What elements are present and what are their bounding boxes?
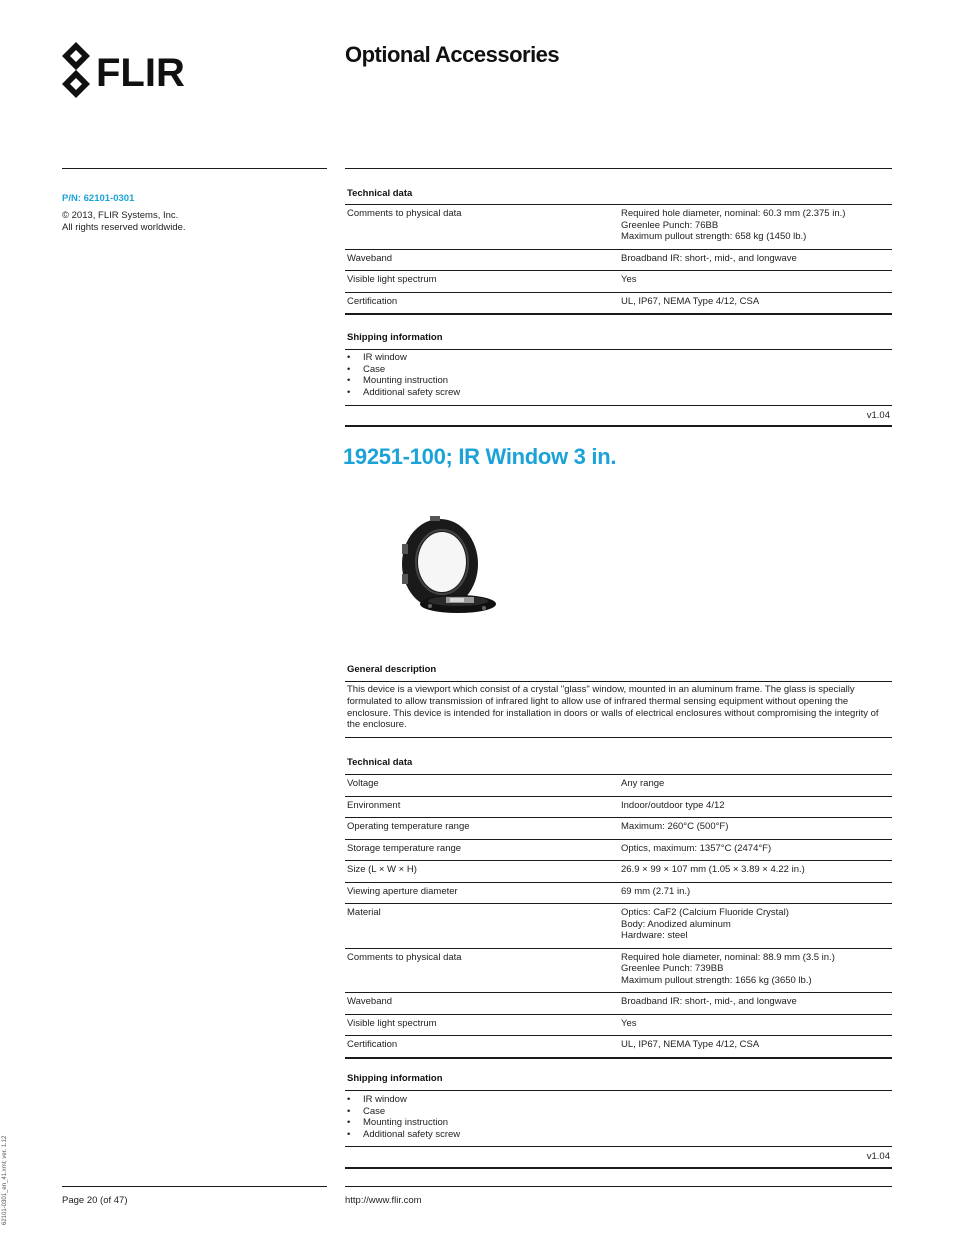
tech-key: Certification	[345, 292, 619, 314]
section1-tech-table	[345, 205, 892, 315]
product-shipping	[345, 1073, 892, 1141]
page-title: Optional Accessories	[345, 42, 560, 67]
tech-key: Comments to physical data	[345, 948, 619, 993]
desc-heading: General description	[347, 664, 437, 675]
tech-key: Operating temperature range	[345, 818, 619, 840]
product-ship-rule	[345, 1090, 892, 1091]
tech-value: Optics, maximum: 1357°C (2474°F)	[619, 839, 892, 861]
list-item: • Additional safety screw	[347, 387, 461, 399]
table-row	[345, 948, 892, 993]
list-item: • Case	[347, 1105, 386, 1117]
tech-key: Waveband	[345, 249, 619, 271]
table-row	[345, 1036, 892, 1058]
section1-tech-rule	[345, 204, 892, 205]
tech-value: Broadband IR: short-, mid-, and longwave	[619, 249, 892, 271]
tech-value: Required hole diameter, nominal: 88.9 mm (3.5 in.) Greenlee Punch: 739BB Maximum pullout strength: 1656 kg (3650 lb.)	[619, 948, 892, 993]
list-item: • Case	[347, 363, 386, 375]
section1-ship-rule	[345, 349, 892, 350]
footer-url-link[interactable]: http://www.flir.com	[345, 1195, 422, 1206]
product-technical-data	[345, 757, 892, 1059]
product-ship-heading: Shipping information	[347, 1073, 443, 1084]
product-tech-table	[345, 775, 892, 1059]
tech-value: Any range	[619, 775, 892, 796]
tech-key: Certification	[345, 1036, 619, 1058]
part-number: P/N: 62101-0301	[62, 193, 135, 204]
tech-value: Indoor/outdoor type 4/12	[619, 796, 892, 818]
tech-key: Size (L × W × H)	[345, 861, 619, 883]
page-number: Page 20 (of 47)	[62, 1195, 128, 1206]
table-row	[345, 861, 892, 883]
table-row	[345, 796, 892, 818]
product-tech-heading: Technical data	[347, 757, 413, 768]
tech-value: Yes	[619, 271, 892, 293]
product-title: 19251-100; IR Window 3 in.	[343, 444, 617, 469]
tech-key: Visible light spectrum	[345, 271, 619, 293]
tech-key: Visible light spectrum	[345, 1014, 619, 1036]
flir-logo	[62, 42, 222, 98]
product-tech-rule	[345, 774, 892, 775]
section1-version: v1.04	[866, 410, 890, 421]
list-item: • IR window	[347, 1094, 407, 1105]
list-item: • Mounting instruction	[347, 1117, 449, 1129]
table-row	[345, 775, 892, 796]
desc-bottom-rule	[345, 737, 892, 738]
tech-value: Broadband IR: short-, mid-, and longwave	[619, 993, 892, 1015]
product-version: v1.04	[866, 1151, 890, 1162]
section1-shipping	[345, 332, 892, 399]
product-ship-list	[345, 1091, 892, 1141]
tech-key: Voltage	[345, 775, 619, 796]
table-row	[345, 839, 892, 861]
tech-key: Viewing aperture diameter	[345, 882, 619, 904]
section1-tech-heading: Technical data	[347, 188, 413, 199]
tech-key: Material	[345, 904, 619, 949]
table-row	[345, 1014, 892, 1036]
tech-value: UL, IP67, NEMA Type 4/12, CSA	[619, 1036, 892, 1058]
desc-rule	[345, 681, 892, 682]
tech-value: UL, IP67, NEMA Type 4/12, CSA	[619, 292, 892, 314]
general-description	[345, 664, 892, 731]
tech-value: Optics: CaF2 (Calcium Fluoride Crystal) Body: Anodized aluminum Hardware: steel	[619, 904, 892, 949]
tech-key: Comments to physical data	[345, 205, 619, 249]
table-row	[345, 292, 892, 314]
product-end-rule	[345, 1167, 892, 1169]
tech-value: 26.9 × 99 × 107 mm (1.05 × 3.89 × 4.22 in.)	[619, 861, 892, 883]
table-row	[345, 882, 892, 904]
right-top-rule	[345, 168, 892, 169]
table-row	[345, 271, 892, 293]
table-row	[345, 818, 892, 840]
document-id-note: 62101-0301_en_41.xml; ver. 1.12	[2, 1135, 8, 1225]
footer-left-rule	[62, 1186, 327, 1187]
table-row	[345, 249, 892, 271]
list-item: • Mounting instruction	[347, 375, 449, 387]
section1-ship-list	[345, 350, 892, 399]
table-row	[345, 205, 892, 249]
tech-key: Waveband	[345, 993, 619, 1015]
product-ship-bottom-rule	[345, 1146, 892, 1147]
tech-value: Required hole diameter, nominal: 60.3 mm (2.375 in.) Greenlee Punch: 76BB Maximum pullout strength: 658 kg (1450 lb.)	[619, 205, 892, 249]
section1-ship-heading: Shipping information	[347, 332, 443, 343]
list-item: • IR window	[347, 352, 407, 363]
tech-value: Maximum: 260°C (500°F)	[619, 818, 892, 840]
table-row	[345, 993, 892, 1015]
brand-text: FLIR	[96, 51, 185, 95]
section1-ship-bottom-rule	[345, 405, 892, 406]
left-top-rule	[62, 168, 327, 169]
list-item: • Additional safety screw	[347, 1129, 461, 1141]
ir-window-product-image	[400, 512, 500, 622]
copyright-line-2: All rights reserved worldwide.	[62, 222, 186, 233]
section1-end-rule	[345, 425, 892, 427]
description-text: This device is a viewport which consist of a crystal "glass" window, mounted in an aluminum frame. The glass is specially formulated to allow transmission of infrared light to allow use of infrared thermal sensing equipment without opening the enclosure. This device is intended for installation in doors or walls of electrical enclosures without compromising the integrity of the enclosure.	[347, 684, 879, 731]
copyright-line-1: © 2013, FLIR Systems, Inc.	[62, 210, 179, 221]
tech-key: Storage temperature range	[345, 839, 619, 861]
tech-value: 69 mm (2.71 in.)	[619, 882, 892, 904]
section1-technical-data	[345, 188, 892, 315]
table-row	[345, 904, 892, 949]
tech-value: Yes	[619, 1014, 892, 1036]
footer-right-rule	[345, 1186, 892, 1187]
tech-key: Environment	[345, 796, 619, 818]
copyright	[62, 210, 186, 234]
